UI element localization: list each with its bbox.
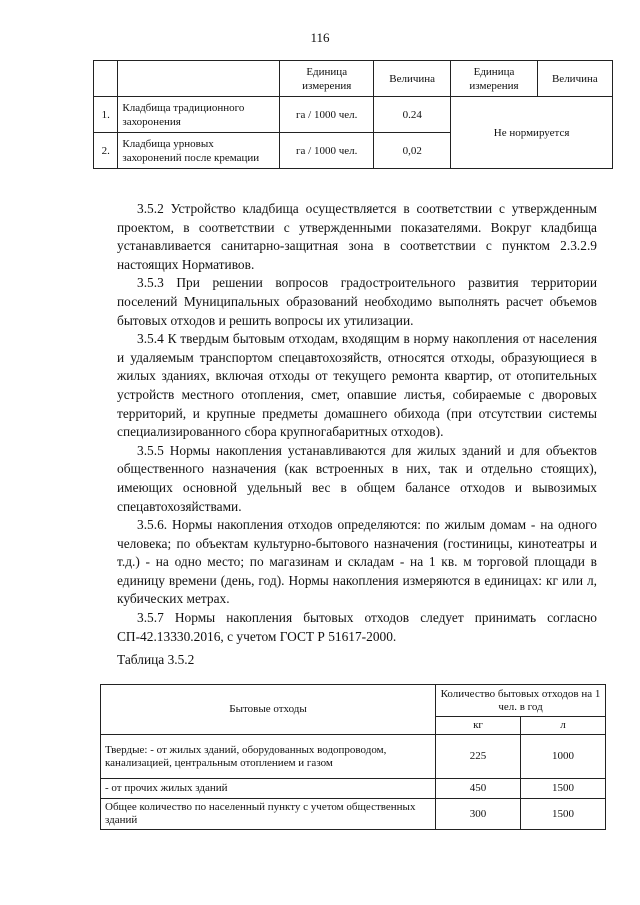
table-row <box>101 799 606 830</box>
paragraph-3-5-3: 3.5.3 При решении вопросов градостроительного развития территории поселений Муниципальных образований необходимо выполнять расчет объемов бытовых отходов и решить вопросы их утилизации. <box>117 275 597 328</box>
header-cell-unit-2: Единица измерения <box>451 61 538 97</box>
paragraph-3-5-4: 3.5.4 К твердым бытовым отходам, входящим в норму накопления от населения и удаляемым транспортом спецавтохозяйств, относятся отходы, образующиеся в жилых зданиях, включая отходы от текущего ремонта квартир, от отопительных устройств местного отопления, смет, опавшие листья, собираемые с дворовых территорий, и крупные предметы домашнего обихода (при отсутствии системы специализированного сбора крупногабаритных отходов). <box>117 331 597 440</box>
not-normalized-note: Не нормируется <box>451 97 613 169</box>
row-unit: га / 1000 чел. <box>280 97 374 133</box>
table-row <box>94 97 613 133</box>
household-waste-table <box>100 684 606 830</box>
row-kg: 450 <box>436 779 521 799</box>
row-l: 1000 <box>521 735 606 779</box>
header-cell-value: Величина <box>374 61 451 97</box>
paragraph-3-5-2: 3.5.2 Устройство кладбища осуществляется в соответствии с утвержденным проектом, в соответствии с утвержденными показателями. Вокруг кладбища устанавливается санитарно-защитная зона в соответствии с пунктом 2.3.2.9 настоящих Нормативов. <box>117 201 597 272</box>
unit-l: л <box>521 717 606 735</box>
paragraph-3-5-6: 3.5.6. Нормы накопления отходов определяются: по жилым домам - на одного человека; по объектам культурно-бытового назначения (гостиницы, кинотеатры и т.д.) - на одно место; по магазинам и складам - на 1 кв. м торговой площади в единицу времени (день, год). Нормы накопления измеряются в единицах: кг или л, кубических метрах. <box>117 517 597 607</box>
table-header-row <box>101 685 606 717</box>
row-kg: 225 <box>436 735 521 779</box>
table-row <box>101 779 606 799</box>
header-quantity: Количество бытовых отходов на 1 чел. в год <box>436 685 606 717</box>
header-cell-num <box>94 61 118 97</box>
table-caption: Таблица 3.5.2 <box>117 652 195 667</box>
header-cell-value-2: Величина <box>537 61 612 97</box>
row-value: 0,02 <box>374 133 451 169</box>
row-value: 0.24 <box>374 97 451 133</box>
row-label: - от прочих жилых зданий <box>101 779 436 799</box>
row-label: Твердые: - от жилых зданий, оборудованных водопроводом, канализацией, центральным отоплением и газом <box>101 735 436 779</box>
row-l: 1500 <box>521 799 606 830</box>
table-row <box>101 735 606 779</box>
cemetery-norms-table <box>93 60 613 169</box>
row-label: Общее количество по населенный пункту с учетом общественных зданий <box>101 799 436 830</box>
row-number: 1. <box>94 97 118 133</box>
page-number: 116 <box>310 30 330 45</box>
row-unit: га / 1000 чел. <box>280 133 374 169</box>
row-name: Кладбища урновых захоронений после кремации <box>118 133 280 169</box>
row-l: 1500 <box>521 779 606 799</box>
header-waste-type: Бытовые отходы <box>101 685 436 735</box>
header-cell-name <box>118 61 280 97</box>
paragraph-3-5-7: 3.5.7 Нормы накопления бытовых отходов следует принимать согласно СП-42.13330.2016, с учетом ГОСТ Р 51617-2000. <box>117 610 597 644</box>
row-kg: 300 <box>436 799 521 830</box>
header-cell-unit: Единица измерения <box>280 61 374 97</box>
body-text <box>117 200 597 646</box>
paragraph-3-5-5: 3.5.5 Нормы накопления устанавливаются для жилых зданий и для объектов общественного назначения (как встроенных в них, так и отдельно стоящих), имеющих основной удельный вес в общем балансе отходов и вывозимых спецавтохозяйствами. <box>117 442 597 514</box>
table-header-row <box>94 61 613 97</box>
row-name: Кладбища традиционного захоронения <box>118 97 280 133</box>
row-number: 2. <box>94 133 118 169</box>
unit-kg: кг <box>436 717 521 735</box>
